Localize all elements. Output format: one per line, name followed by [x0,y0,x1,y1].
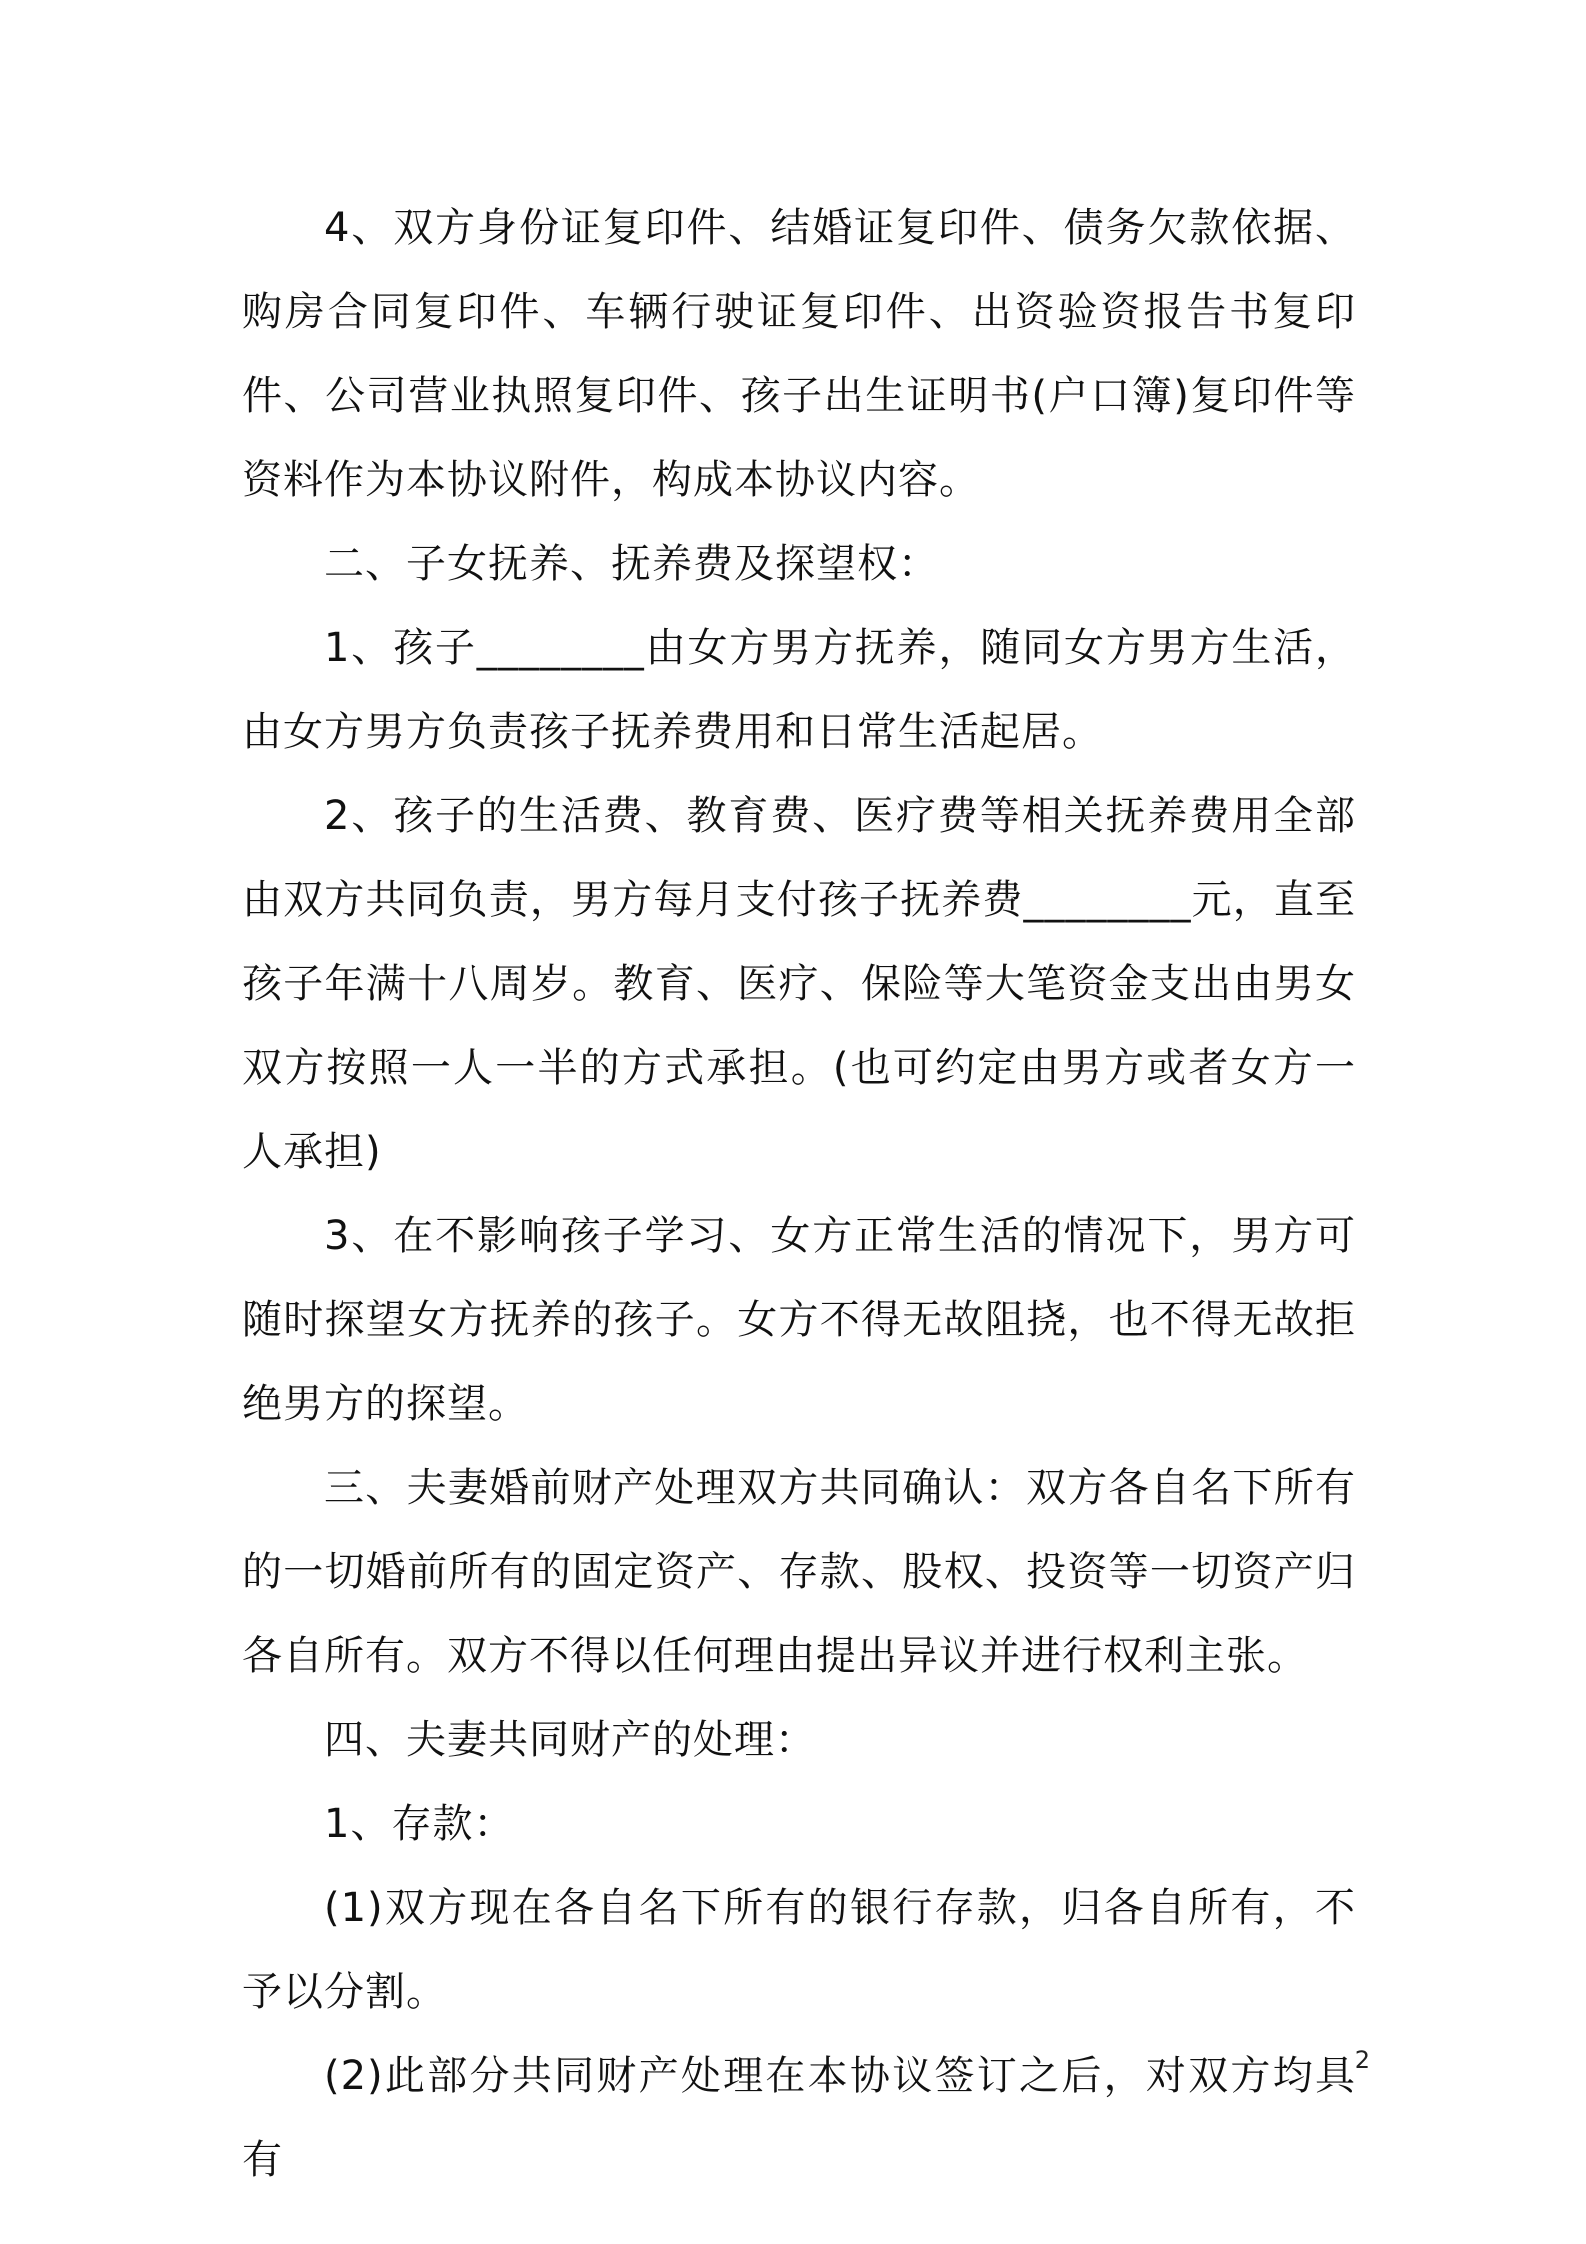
paragraph-deposits-1: (1)双方现在各自名下所有的银行存款，归各自所有，不予以分割。 [242,1885,1356,2015]
paragraph-attachments: 4、双方身份证复印件、结婚证复印件、债务欠款依据、购房合同复印件、车辆行驶证复印件、出资验资报告书复印件、公司营业执照复印件、孩子出生证明书(户口簿)复印件等资料作为本协议附件，构成本协议内容。 [242,205,1356,503]
paragraph-custody-2: 2、孩子的生活费、教育费、医疗费等相关抚养费用全部由双方共同负责，男方每月支付孩子抚养费________元，直至孩子年满十八周岁。教育、医疗、保险等大笔资金支出由男女双方按照一人一半的方式承担。(也可约定由男方或者女方一人承担) [242,793,1356,1175]
document-body [242,186,1356,2202]
paragraph-deposits-2: (2)此部分共同财产处理在本协议签订之后，对双方均具有 [242,2053,1356,2183]
paragraph-custody-1: 1、孩子________由女方男方抚养，随同女方男方生活，由女方男方负责孩子抚养费用和日常生活起居。 [242,625,1356,755]
paragraph-custody-3: 3、在不影响孩子学习、女方正常生活的情况下，男方可随时探望女方抚养的孩子。女方不得无故阻挠，也不得无故拒绝男方的探望。 [242,1213,1356,1427]
subheading-deposits: 1、存款： [324,1801,515,1847]
section-heading-premarital-property: 三、夫妻婚前财产处理双方共同确认：双方各自名下所有的一切婚前所有的固定资产、存款、股权、投资等一切资产归各自所有。双方不得以任何理由提出异议并进行权利主张。 [242,1465,1356,1679]
section-heading-joint-property: 四、夫妻共同财产的处理： [324,1717,816,1763]
section-heading-child-custody: 二、子女抚养、抚养费及探望权： [324,541,939,587]
page-number: 2 [1354,2046,1370,2074]
